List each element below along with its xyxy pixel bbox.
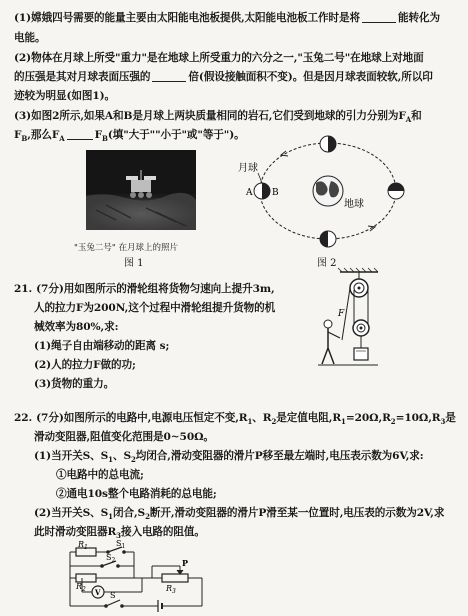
label-s1: $S_1$ (116, 539, 126, 550)
q22-line3 (34, 448, 424, 468)
moon-top (320, 136, 336, 152)
label-v: V (95, 588, 101, 597)
text: F (14, 129, 22, 141)
q20-part3-text: (3)如图2所示,如果A和B是月球上两块质量相同的岩石,它们受到地球的引力分别为F (14, 110, 406, 122)
q20-part1-line2: 电能。 (14, 32, 46, 44)
label-s: S (110, 591, 116, 600)
subscript: 1 (341, 417, 346, 427)
subscript: B (21, 134, 28, 144)
q22-line4: ①电路中的总电流; (56, 469, 144, 481)
subscript: 1 (108, 455, 113, 465)
text: 接入电路的阻值。 (120, 526, 205, 538)
q22-line6 (34, 505, 444, 525)
answer-blank[interactable] (67, 129, 93, 140)
fig1-label: 图 1 (124, 258, 144, 269)
force-label: F (338, 309, 345, 319)
fig2-moon-label: 月球 (238, 163, 258, 174)
q20-part3-line1 (14, 108, 422, 128)
subscript: 2 (390, 417, 396, 427)
subscript: 2 (145, 512, 150, 522)
switch-s[interactable] (106, 600, 120, 606)
q21-line3: 械效率为80%,求: (34, 321, 119, 333)
q22-line1 (14, 410, 456, 430)
q20-part1-text: (1)嫦娥四号需要的能量主要由太阳能电池板提供,太阳能电池板工作时是将 (14, 12, 360, 24)
text: 断开,滑动变阻器的滑片P滑至某一位置时,电压表的示数为2V,求 (149, 507, 445, 519)
subscript: 2 (131, 455, 136, 465)
fig2-label: 图 2 (317, 258, 337, 269)
q20-part2-line3: 迹较为明显(如图1)。 (14, 90, 116, 102)
q20-part3-line2 (14, 127, 245, 147)
fig1-caption: "玉兔二号" 在月球上的照片 (74, 243, 179, 253)
q20-part2-line1: (2)物体在月球上所受"重力"是在地球上所受重力的六分之一,"玉兔二号"在地球上对地面 (14, 52, 424, 64)
q20-part1-text-end: 能转化为 (398, 12, 440, 24)
fig2-point-a: A (246, 188, 253, 198)
q22-line2: 滑动变阻器,阻值变化范围是0~50Ω。 (34, 431, 214, 443)
q21-line2: 人的拉力F为200N,这个过程中滑轮组提升货物的机 (34, 302, 276, 314)
person-icon (322, 320, 340, 364)
subscript: 1 (108, 512, 113, 522)
text: 均闭合,滑动变阻器的滑片P移至最左端时,电压表示数为6V,求: (135, 450, 424, 462)
label-r3: $R_3$ (166, 584, 176, 595)
text: (1)当开关S、S (34, 450, 109, 462)
subscript: 1 (247, 417, 253, 427)
subscript: 3 (116, 531, 121, 541)
moon-bottom (320, 231, 336, 247)
answer-blank[interactable] (362, 12, 396, 23)
text: 此时滑动变阻器R (34, 526, 117, 538)
orbit-diagram (236, 133, 406, 251)
fig2-point-b: B (272, 188, 279, 198)
text: 、S (112, 450, 131, 462)
rheostat-r3 (162, 574, 188, 582)
text: 、R (252, 412, 272, 424)
q22-line5: ②通电10s整个电路消耗的总电能; (56, 488, 217, 500)
text: 是定值电阻,R (276, 412, 342, 424)
circuit-diagram (62, 539, 242, 614)
cargo-box (354, 348, 368, 360)
label-r2: $R_2$ (76, 582, 86, 593)
subscript: A (405, 115, 412, 125)
label-r1: $R_1$ (78, 540, 88, 551)
rover-photo (86, 150, 196, 230)
text: F (94, 129, 103, 141)
moon-right (388, 183, 404, 199)
q20-part2-line2 (14, 69, 433, 85)
text: ,那么F (27, 129, 60, 141)
q20-part1-line1 (14, 10, 440, 26)
text: =20Ω,R (345, 412, 391, 424)
text: (7分)如图所示的电路中,电源电压恒定不变,R (36, 412, 248, 424)
text: (2)当开关S、S (34, 507, 109, 519)
q21-line5: (2)人的拉力F做的功; (34, 359, 136, 371)
label-s2: $S_2$ (106, 553, 116, 564)
text: (填"大于""小于"或"等于")。 (107, 129, 245, 141)
question-number: 21. (14, 283, 33, 295)
text: 是 (445, 412, 456, 424)
pulley-figure (318, 268, 394, 370)
q21-text: (7分)用如图所示的滑轮组将货物匀速向上提升3m, (36, 283, 275, 295)
q20-part2-text-b: 倍(假设接触面积不变)。但是因月球表面较软,所以印 (188, 71, 433, 83)
q21-line4: (1)绳子自由端移动的距离 s; (34, 340, 170, 352)
label-p: P (182, 558, 189, 568)
text: =10Ω,R (395, 412, 441, 424)
q20-part3-text-end: 和 (411, 110, 422, 122)
fig2-earth-label: 地球 (344, 199, 364, 210)
subscript: 2 (271, 417, 277, 427)
q20-part2-text-a: 的压强是其对月球表面压强的 (14, 71, 151, 83)
resistor-r2 (76, 574, 96, 582)
answer-blank[interactable] (152, 71, 186, 82)
q21-line1 (14, 281, 275, 297)
q21-line6: (3)货物的重力。 (34, 378, 115, 390)
moon-left (254, 183, 270, 199)
question-number: 22. (14, 412, 33, 424)
text: 闭合,S (112, 507, 146, 519)
earth-icon (313, 176, 343, 206)
subscript: B (102, 134, 108, 144)
subscript: A (59, 134, 65, 144)
subscript: 3 (440, 417, 446, 427)
